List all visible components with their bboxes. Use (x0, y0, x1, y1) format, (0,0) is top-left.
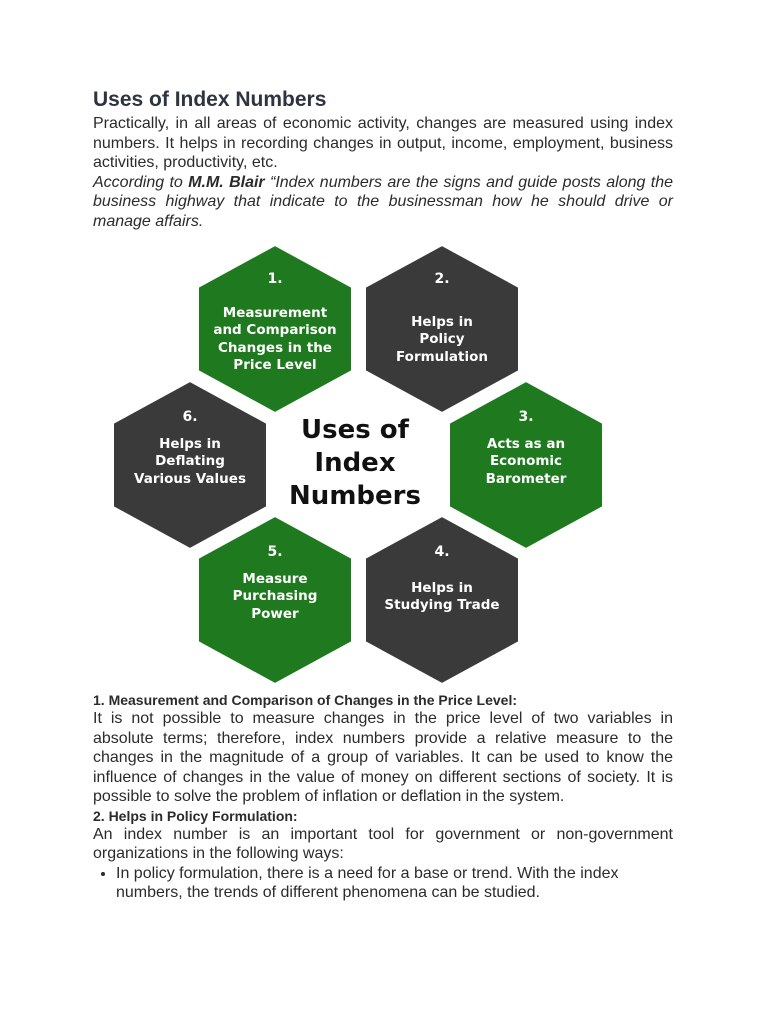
article-sections (93, 691, 673, 903)
center-title-line: Index (314, 448, 396, 478)
hex-3-line: Barometer (485, 470, 567, 487)
list-item: • In policy formulation, there is a need for a base or trend. With the index numbers, the trends of different phenomena can be studied. (116, 864, 673, 903)
hex-6 (110, 379, 270, 551)
uses-diagram (100, 238, 620, 690)
hex-4-line: Studying Trade (384, 597, 500, 613)
hex-2-text (372, 271, 512, 366)
quote-prefix: According to (93, 173, 189, 191)
hex-6-number: 6. (182, 409, 198, 425)
hex-5-number: 5. (267, 544, 283, 560)
hex-6-text (120, 409, 260, 488)
hex-2-number: 2. (434, 271, 450, 287)
blair-quote (93, 173, 673, 232)
article-intro (93, 86, 673, 231)
hex-4-number: 4. (434, 544, 450, 560)
quote-text: “Index numbers are the signs and guide posts along the business highway that indicate to the businessman how he should drive or manage affairs. (93, 173, 674, 230)
hex-6-line: Various Values (134, 470, 246, 487)
quote-author: M.M. Blair (188, 173, 265, 191)
hex-5-line: Purchasing (232, 588, 318, 604)
hex-4 (362, 514, 522, 686)
hex-1-text (205, 271, 345, 375)
page-title: Uses of Index Numbers (93, 88, 327, 111)
hex-4-text (372, 544, 512, 615)
section-heading: 1. Measurement and Comparison of Changes in the Price Level: (93, 692, 517, 708)
hex-1-line: and Comparison (213, 322, 337, 338)
center-title-line: Uses of (301, 415, 409, 445)
hex-2-line: Formulation (396, 348, 488, 365)
hex-1-line: Price Level (233, 357, 317, 373)
bullet-list (93, 864, 673, 903)
hex-3-number: 3. (518, 409, 534, 425)
hex-3-line: Economic (489, 453, 563, 469)
section-body: An index number is an important tool for government or non-government organizations in the following ways: (93, 825, 673, 862)
hex-1-number: 1. (267, 271, 283, 287)
hex-5-line: Measure (242, 570, 308, 587)
center-title-line: Numbers (289, 481, 421, 511)
diagram-center-title (275, 414, 435, 513)
hex-2-line: Helps in (411, 313, 473, 330)
hex-6-line: Helps in (159, 435, 221, 452)
hex-5-text (205, 544, 345, 623)
hex-6-line: Deflating (155, 453, 225, 469)
hex-1-line: Measurement (222, 304, 328, 321)
section-body: It is not possible to measure changes in the price level of two variables in absolute terms; therefore, index numbers provide a relative measure to the changes in the magnitude of a group of variables. It can be used to know the influence of changes in the value of money on different sections of society. It is possible to solve the problem of inflation or deflation in the system. (93, 710, 673, 805)
hex-4-line: Helps in (411, 579, 473, 596)
hex-5-line: Power (251, 605, 299, 622)
hex-2-line: Policy (419, 331, 465, 347)
hex-3-line: Acts as an (486, 435, 566, 452)
hex-3-text (456, 409, 596, 488)
intro-paragraph: Practically, in all areas of economic activity, changes are measured using index numbers. It helps in recording changes in output, income, employment, business activities, productivity, etc. (93, 115, 673, 171)
section-heading: 2. Helps in Policy Formulation: (93, 807, 298, 824)
hex-1-line: Changes in the (218, 339, 332, 356)
